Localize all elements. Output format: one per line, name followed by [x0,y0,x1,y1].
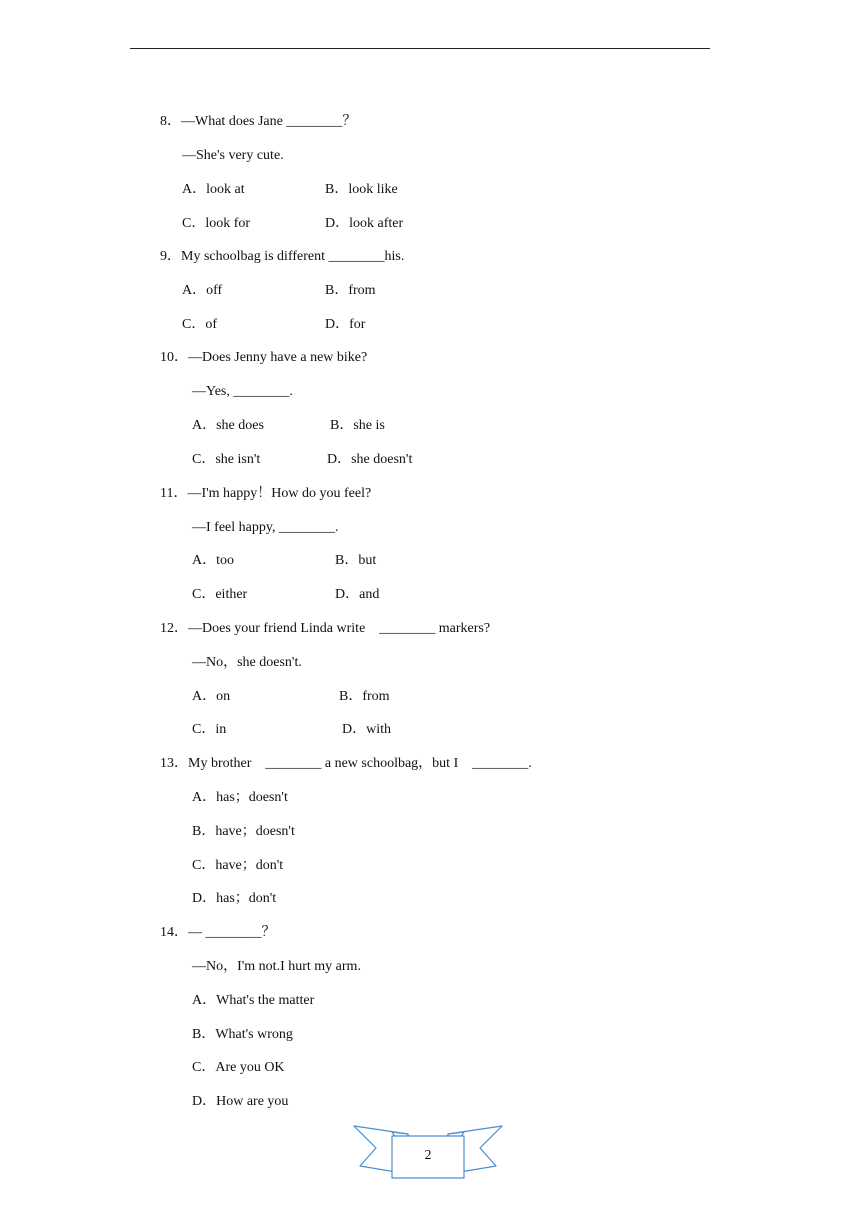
question-11-option-c: C．either [192,587,248,602]
question-11-option-d: D．and [335,587,380,602]
question-14-reply: —No，I'm not.I hurt my arm. [192,959,361,974]
question-14-option-c: C．Are you OK [192,1060,285,1075]
question-10-option-d: D．she doesn't [327,452,413,467]
question-8-stem: 8．—What does Jane ________？ [160,114,357,129]
question-8-option-b: B．look like [325,182,398,197]
question-11-option-a: A．too [192,553,234,568]
question-14-stem: 14．— ________？ [160,925,276,940]
page-number-ribbon [352,1122,504,1182]
question-11-option-b: B．but [335,553,377,568]
question-9-option-a: A．off [182,283,223,298]
question-8-option-c: C．look for [182,216,251,231]
question-10-reply: —Yes, ________. [192,384,293,399]
header-rule [130,48,710,49]
question-12-option-a: A．on [192,689,231,704]
question-8-option-a: A．look at [182,182,245,197]
question-13-option-a: A．has；doesn't [192,790,288,805]
question-9-stem: 9．My schoolbag is different ________his. [160,249,405,264]
question-9-option-b: B．from [325,283,376,298]
question-8-reply: —She's very cute. [182,148,284,163]
question-14-option-d: D．How are you [192,1094,289,1109]
question-11-stem: 11．—I'm happy！How do you feel? [160,486,372,501]
question-12-option-b: B．from [339,689,390,704]
page-number: 2 [424,1148,432,1163]
question-12-stem: 12．—Does your friend Linda write ________ markers? [160,621,491,636]
question-10-stem: 10．—Does Jenny have a new bike? [160,350,368,365]
question-13-option-d: D．has；don't [192,891,277,906]
question-13-option-c: C．have；don't [192,858,284,873]
question-13-option-b: B．have；doesn't [192,824,295,839]
question-13-stem: 13．My brother ________ a new schoolbag，but I ________. [160,756,532,771]
question-12-option-c: C．in [192,722,227,737]
question-10-option-c: C．she isn't [192,452,261,467]
question-9-option-c: C．of [182,317,217,332]
question-10-option-b: B．she is [330,418,385,433]
question-10-option-a: A．she does [192,418,264,433]
question-9-option-d: D．for [325,317,366,332]
question-8-option-d: D．look after [325,216,404,231]
question-12-reply: —No，she doesn't. [192,655,302,670]
question-14-option-a: A．What's the matter [192,993,315,1008]
question-11-reply: —I feel happy, ________. [192,520,339,535]
question-14-option-b: B．What's wrong [192,1027,293,1042]
question-12-option-d: D．with [342,722,391,737]
